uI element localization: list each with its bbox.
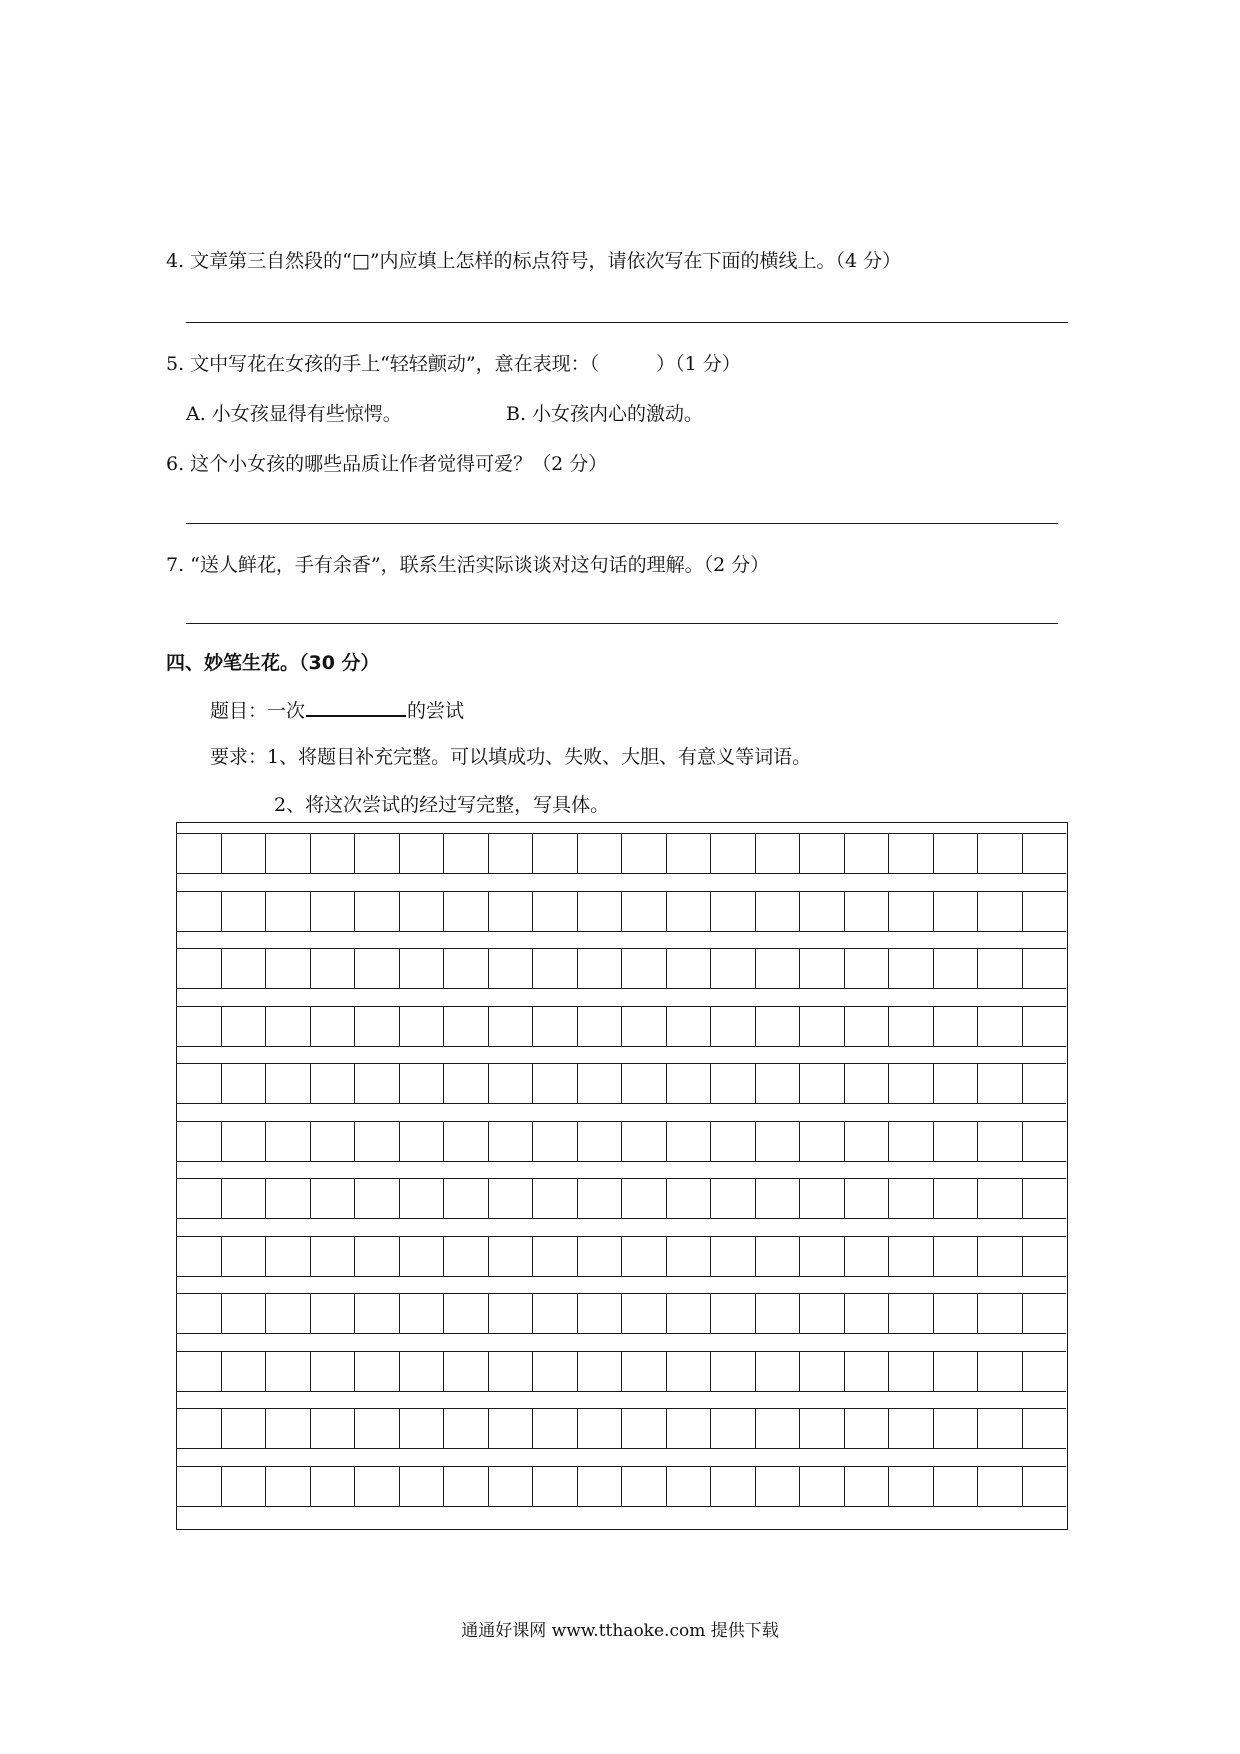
grid-cell[interactable] xyxy=(711,1007,756,1046)
grid-cell[interactable] xyxy=(845,1467,890,1506)
grid-row xyxy=(177,1236,1066,1277)
grid-cell[interactable] xyxy=(266,1122,311,1161)
grid-cell[interactable] xyxy=(222,1122,267,1161)
grid-cell[interactable] xyxy=(311,1007,356,1046)
question-4: 4. 文章第三自然段的“□”内应填上怎样的标点符号，请依次写在下面的横线上。（4 分） xyxy=(166,250,902,272)
grid-cell[interactable] xyxy=(711,1294,756,1333)
grid-cell[interactable] xyxy=(889,1467,934,1506)
grid-cell[interactable] xyxy=(222,834,267,873)
q5-option-a[interactable]: A. 小女孩显得有些惊愕。 xyxy=(186,403,402,425)
grid-cell[interactable] xyxy=(978,1467,1023,1506)
grid-cell[interactable] xyxy=(578,1352,623,1391)
grid-cell[interactable] xyxy=(711,1122,756,1161)
grid-cell[interactable] xyxy=(845,1064,890,1103)
requirement-2: 2、将这次尝试的经过写完整，写具体。 xyxy=(274,794,610,816)
grid-cell[interactable] xyxy=(1023,949,1067,988)
grid-cell[interactable] xyxy=(1023,892,1067,931)
grid-cell[interactable] xyxy=(266,1352,311,1391)
grid-cell[interactable] xyxy=(1023,834,1067,873)
grid-cell[interactable] xyxy=(800,1352,845,1391)
grid-cell[interactable] xyxy=(622,834,667,873)
grid-cell[interactable] xyxy=(845,1122,890,1161)
grid-cell[interactable] xyxy=(978,1294,1023,1333)
grid-cell[interactable] xyxy=(400,1007,445,1046)
topic-suffix: 的尝试 xyxy=(407,700,465,722)
grid-cell[interactable] xyxy=(533,1179,578,1218)
grid-cell[interactable] xyxy=(489,1122,534,1161)
grid-cell[interactable] xyxy=(756,1409,801,1448)
grid-cell[interactable] xyxy=(978,1237,1023,1276)
grid-cell[interactable] xyxy=(444,1352,489,1391)
grid-cell[interactable] xyxy=(667,1122,712,1161)
grid-cell[interactable] xyxy=(756,1352,801,1391)
grid-cell[interactable] xyxy=(978,949,1023,988)
grid-cell[interactable] xyxy=(934,1064,979,1103)
grid-cell[interactable] xyxy=(800,949,845,988)
grid-cell[interactable] xyxy=(400,1064,445,1103)
grid-cell[interactable] xyxy=(578,1467,623,1506)
topic-prefix: 题目：一次 xyxy=(210,700,306,722)
grid-cell[interactable] xyxy=(667,1237,712,1276)
grid-cell[interactable] xyxy=(978,892,1023,931)
grid-cell[interactable] xyxy=(622,1352,667,1391)
grid-cell[interactable] xyxy=(622,1007,667,1046)
grid-cell[interactable] xyxy=(266,1237,311,1276)
grid-cell[interactable] xyxy=(667,1467,712,1506)
grid-cell[interactable] xyxy=(489,1064,534,1103)
grid-cell[interactable] xyxy=(800,892,845,931)
grid-cell[interactable] xyxy=(489,892,534,931)
grid-cell[interactable] xyxy=(845,1237,890,1276)
grid-cell[interactable] xyxy=(177,1294,222,1333)
grid-cell[interactable] xyxy=(311,949,356,988)
grid-cell[interactable] xyxy=(222,1237,267,1276)
grid-row xyxy=(177,948,1066,989)
grid-cell[interactable] xyxy=(578,1007,623,1046)
grid-cell[interactable] xyxy=(400,1294,445,1333)
grid-cell[interactable] xyxy=(756,1064,801,1103)
grid-cell[interactable] xyxy=(400,949,445,988)
grid-row xyxy=(177,1408,1066,1449)
grid-cell[interactable] xyxy=(177,1064,222,1103)
grid-cell[interactable] xyxy=(444,1122,489,1161)
grid-cell[interactable] xyxy=(667,1007,712,1046)
grid-cell[interactable] xyxy=(667,949,712,988)
grid-cell[interactable] xyxy=(355,1237,400,1276)
q5-option-b[interactable]: B. 小女孩内心的激动。 xyxy=(506,403,704,425)
answer-line-q4[interactable] xyxy=(186,322,1068,323)
grid-cell[interactable] xyxy=(578,892,623,931)
grid-cell[interactable] xyxy=(355,1122,400,1161)
grid-cell[interactable] xyxy=(311,1352,356,1391)
grid-cell[interactable] xyxy=(311,1064,356,1103)
grid-row xyxy=(177,1063,1066,1104)
grid-cell[interactable] xyxy=(444,1007,489,1046)
grid-cell[interactable] xyxy=(622,1237,667,1276)
grid-cell[interactable] xyxy=(1023,1007,1067,1046)
grid-cell[interactable] xyxy=(667,892,712,931)
grid-cell[interactable] xyxy=(177,1007,222,1046)
grid-cell[interactable] xyxy=(756,1237,801,1276)
grid-cell[interactable] xyxy=(1023,1179,1067,1218)
grid-cell[interactable] xyxy=(222,1409,267,1448)
grid-cell[interactable] xyxy=(889,949,934,988)
grid-cell[interactable] xyxy=(489,1237,534,1276)
grid-cell[interactable] xyxy=(355,892,400,931)
grid-cell[interactable] xyxy=(711,834,756,873)
grid-cell[interactable] xyxy=(845,1352,890,1391)
grid-cell[interactable] xyxy=(266,892,311,931)
grid-cell[interactable] xyxy=(889,834,934,873)
grid-cell[interactable] xyxy=(311,1237,356,1276)
grid-cell[interactable] xyxy=(667,1352,712,1391)
grid-cell[interactable] xyxy=(533,1064,578,1103)
grid-cell[interactable] xyxy=(978,834,1023,873)
grid-cell[interactable] xyxy=(756,1122,801,1161)
grid-cell[interactable] xyxy=(800,1007,845,1046)
grid-cell[interactable] xyxy=(667,1294,712,1333)
grid-cell[interactable] xyxy=(889,1179,934,1218)
grid-cell[interactable] xyxy=(711,949,756,988)
answer-line-q6[interactable] xyxy=(186,523,1058,524)
grid-cell[interactable] xyxy=(489,949,534,988)
requirement-1: 要求：1、将题目补充完整。可以填成功、失败、大胆、有意义等词语。 xyxy=(210,746,812,768)
grid-row xyxy=(177,1121,1066,1162)
grid-cell[interactable] xyxy=(222,1064,267,1103)
grid-cell[interactable] xyxy=(978,1064,1023,1103)
section-4-title: 四、妙笔生花。（30 分） xyxy=(166,652,380,674)
grid-cell[interactable] xyxy=(800,1237,845,1276)
grid-cell[interactable] xyxy=(177,1467,222,1506)
grid-cell[interactable] xyxy=(845,1007,890,1046)
grid-cell[interactable] xyxy=(934,1179,979,1218)
grid-cell[interactable] xyxy=(934,949,979,988)
grid-cell[interactable] xyxy=(489,1409,534,1448)
grid-cell[interactable] xyxy=(711,1237,756,1276)
grid-cell[interactable] xyxy=(533,834,578,873)
grid-cell[interactable] xyxy=(400,1179,445,1218)
grid-cell[interactable] xyxy=(622,1122,667,1161)
grid-cell[interactable] xyxy=(177,949,222,988)
grid-cell[interactable] xyxy=(667,834,712,873)
grid-cell[interactable] xyxy=(266,1409,311,1448)
grid-cell[interactable] xyxy=(266,834,311,873)
grid-cell[interactable] xyxy=(222,1294,267,1333)
grid-cell[interactable] xyxy=(489,1294,534,1333)
grid-cell[interactable] xyxy=(311,1409,356,1448)
grid-cell[interactable] xyxy=(177,1352,222,1391)
grid-row xyxy=(177,833,1066,874)
grid-cell[interactable] xyxy=(489,1007,534,1046)
grid-cell[interactable] xyxy=(667,1179,712,1218)
grid-cell[interactable] xyxy=(711,1352,756,1391)
grid-cell[interactable] xyxy=(533,1237,578,1276)
grid-cell[interactable] xyxy=(667,1409,712,1448)
grid-cell[interactable] xyxy=(444,1064,489,1103)
grid-cell[interactable] xyxy=(845,1294,890,1333)
grid-cell[interactable] xyxy=(355,1294,400,1333)
grid-cell[interactable] xyxy=(1023,1352,1067,1391)
grid-cell[interactable] xyxy=(533,1352,578,1391)
grid-cell[interactable] xyxy=(400,892,445,931)
grid-cell[interactable] xyxy=(711,1064,756,1103)
grid-cell[interactable] xyxy=(800,834,845,873)
question-5: 5. 文中写花在女孩的手上“轻轻颤动”，意在表现：（ ）（1 分） xyxy=(166,353,741,375)
grid-cell[interactable] xyxy=(756,1179,801,1218)
grid-cell[interactable] xyxy=(222,892,267,931)
grid-cell[interactable] xyxy=(355,1467,400,1506)
grid-cell[interactable] xyxy=(845,834,890,873)
grid-cell[interactable] xyxy=(934,1007,979,1046)
grid-cell[interactable] xyxy=(845,1409,890,1448)
grid-cell[interactable] xyxy=(800,1064,845,1103)
grid-cell[interactable] xyxy=(800,1467,845,1506)
grid-cell[interactable] xyxy=(177,1122,222,1161)
grid-cell[interactable] xyxy=(711,892,756,931)
grid-cell[interactable] xyxy=(934,892,979,931)
grid-cell[interactable] xyxy=(489,1467,534,1506)
grid-cell[interactable] xyxy=(222,1007,267,1046)
grid-cell[interactable] xyxy=(622,892,667,931)
grid-cell[interactable] xyxy=(889,1122,934,1161)
grid-cell[interactable] xyxy=(444,892,489,931)
grid-cell[interactable] xyxy=(711,1467,756,1506)
grid-cell[interactable] xyxy=(177,892,222,931)
grid-cell[interactable] xyxy=(400,1122,445,1161)
grid-cell[interactable] xyxy=(978,1179,1023,1218)
grid-cell[interactable] xyxy=(622,1179,667,1218)
grid-cell[interactable] xyxy=(311,1122,356,1161)
grid-cell[interactable] xyxy=(266,1294,311,1333)
grid-cell[interactable] xyxy=(266,1007,311,1046)
grid-cell[interactable] xyxy=(622,949,667,988)
grid-cell[interactable] xyxy=(222,1179,267,1218)
topic-blank[interactable] xyxy=(306,697,406,717)
grid-cell[interactable] xyxy=(934,1294,979,1333)
grid-cell[interactable] xyxy=(400,1237,445,1276)
grid-cell[interactable] xyxy=(578,1237,623,1276)
grid-cell[interactable] xyxy=(756,1467,801,1506)
grid-cell[interactable] xyxy=(222,1467,267,1506)
footer-text: 通通好课网 www.tthaoke.com 提供下载 xyxy=(461,1621,779,1641)
grid-cell[interactable] xyxy=(533,1409,578,1448)
grid-cell[interactable] xyxy=(1023,1409,1067,1448)
grid-cell[interactable] xyxy=(800,1409,845,1448)
grid-cell[interactable] xyxy=(533,1007,578,1046)
grid-cell[interactable] xyxy=(622,1467,667,1506)
grid-row xyxy=(177,1293,1066,1334)
grid-cell[interactable] xyxy=(311,1294,356,1333)
grid-cell[interactable] xyxy=(311,1467,356,1506)
grid-cell[interactable] xyxy=(266,1467,311,1506)
grid-cell[interactable] xyxy=(222,949,267,988)
grid-cell[interactable] xyxy=(355,1352,400,1391)
grid-cell[interactable] xyxy=(266,1064,311,1103)
grid-cell[interactable] xyxy=(533,1294,578,1333)
grid-cell[interactable] xyxy=(1023,1064,1067,1103)
grid-cell[interactable] xyxy=(489,1352,534,1391)
grid-cell[interactable] xyxy=(800,1294,845,1333)
grid-cell[interactable] xyxy=(978,1007,1023,1046)
grid-cell[interactable] xyxy=(978,1409,1023,1448)
grid-cell[interactable] xyxy=(444,1179,489,1218)
grid-cell[interactable] xyxy=(444,1467,489,1506)
grid-cell[interactable] xyxy=(177,834,222,873)
grid-cell[interactable] xyxy=(533,1122,578,1161)
grid-cell[interactable] xyxy=(400,1467,445,1506)
grid-cell[interactable] xyxy=(889,1294,934,1333)
grid-cell[interactable] xyxy=(711,1179,756,1218)
grid-cell[interactable] xyxy=(355,1409,400,1448)
grid-cell[interactable] xyxy=(1023,1237,1067,1276)
grid-cell[interactable] xyxy=(533,949,578,988)
grid-cell[interactable] xyxy=(533,892,578,931)
grid-cell[interactable] xyxy=(800,1122,845,1161)
grid-cell[interactable] xyxy=(889,1064,934,1103)
grid-cell[interactable] xyxy=(444,1294,489,1333)
grid-row xyxy=(177,891,1066,932)
grid-cell[interactable] xyxy=(444,834,489,873)
grid-cell[interactable] xyxy=(845,892,890,931)
grid-row xyxy=(177,1466,1066,1507)
grid-cell[interactable] xyxy=(578,1064,623,1103)
grid-cell[interactable] xyxy=(400,1352,445,1391)
grid-cell[interactable] xyxy=(578,1122,623,1161)
grid-cell[interactable] xyxy=(934,1122,979,1161)
grid-cell[interactable] xyxy=(622,1064,667,1103)
grid-cell[interactable] xyxy=(934,834,979,873)
grid-cell[interactable] xyxy=(1023,1467,1067,1506)
grid-cell[interactable] xyxy=(533,1467,578,1506)
grid-cell[interactable] xyxy=(355,1007,400,1046)
grid-cell[interactable] xyxy=(444,1409,489,1448)
grid-cell[interactable] xyxy=(756,834,801,873)
grid-cell[interactable] xyxy=(756,892,801,931)
grid-cell[interactable] xyxy=(400,1409,445,1448)
composition-topic xyxy=(210,697,464,723)
question-6: 6. 这个小女孩的哪些品质让作者觉得可爱？（2 分） xyxy=(166,453,608,475)
grid-cell[interactable] xyxy=(756,1007,801,1046)
grid-cell[interactable] xyxy=(889,1352,934,1391)
grid-cell[interactable] xyxy=(978,1352,1023,1391)
grid-cell[interactable] xyxy=(889,1409,934,1448)
grid-cell[interactable] xyxy=(978,1122,1023,1161)
grid-cell[interactable] xyxy=(222,1352,267,1391)
grid-cell[interactable] xyxy=(667,1064,712,1103)
grid-cell[interactable] xyxy=(622,1409,667,1448)
writing-grid[interactable] xyxy=(176,822,1068,1530)
answer-line-q7[interactable] xyxy=(186,623,1058,624)
grid-cell[interactable] xyxy=(177,1237,222,1276)
grid-cell[interactable] xyxy=(355,949,400,988)
grid-cell[interactable] xyxy=(355,834,400,873)
grid-cell[interactable] xyxy=(444,949,489,988)
grid-cell[interactable] xyxy=(934,1352,979,1391)
grid-cell[interactable] xyxy=(489,1179,534,1218)
grid-row xyxy=(177,1178,1066,1219)
grid-cell[interactable] xyxy=(177,1179,222,1218)
grid-cell[interactable] xyxy=(756,1294,801,1333)
grid-row xyxy=(177,1351,1066,1392)
grid-cell[interactable] xyxy=(177,1409,222,1448)
grid-cell[interactable] xyxy=(311,1179,356,1218)
grid-cell[interactable] xyxy=(934,1467,979,1506)
question-7: 7. “送人鲜花，手有余香”，联系生活实际谈谈对这句话的理解。（2 分） xyxy=(166,554,770,576)
grid-cell[interactable] xyxy=(578,1409,623,1448)
grid-cell[interactable] xyxy=(400,834,445,873)
grid-cell[interactable] xyxy=(355,1064,400,1103)
grid-cell[interactable] xyxy=(889,1007,934,1046)
grid-cell[interactable] xyxy=(311,892,356,931)
grid-cell[interactable] xyxy=(934,1237,979,1276)
grid-cell[interactable] xyxy=(889,892,934,931)
grid-cell[interactable] xyxy=(889,1237,934,1276)
grid-cell[interactable] xyxy=(845,949,890,988)
grid-cell[interactable] xyxy=(622,1294,667,1333)
grid-cell[interactable] xyxy=(756,949,801,988)
grid-cell[interactable] xyxy=(444,1237,489,1276)
grid-cell[interactable] xyxy=(845,1179,890,1218)
grid-cell[interactable] xyxy=(311,834,356,873)
grid-cell[interactable] xyxy=(266,949,311,988)
grid-cell[interactable] xyxy=(578,949,623,988)
grid-cell[interactable] xyxy=(489,834,534,873)
grid-cell[interactable] xyxy=(1023,1122,1067,1161)
grid-cell[interactable] xyxy=(578,834,623,873)
grid-row xyxy=(177,1006,1066,1047)
grid-cell[interactable] xyxy=(578,1179,623,1218)
grid-cell[interactable] xyxy=(266,1179,311,1218)
grid-cell[interactable] xyxy=(800,1179,845,1218)
grid-cell[interactable] xyxy=(355,1179,400,1218)
grid-cell[interactable] xyxy=(578,1294,623,1333)
grid-cell[interactable] xyxy=(934,1409,979,1448)
grid-cell[interactable] xyxy=(711,1409,756,1448)
grid-cell[interactable] xyxy=(1023,1294,1067,1333)
